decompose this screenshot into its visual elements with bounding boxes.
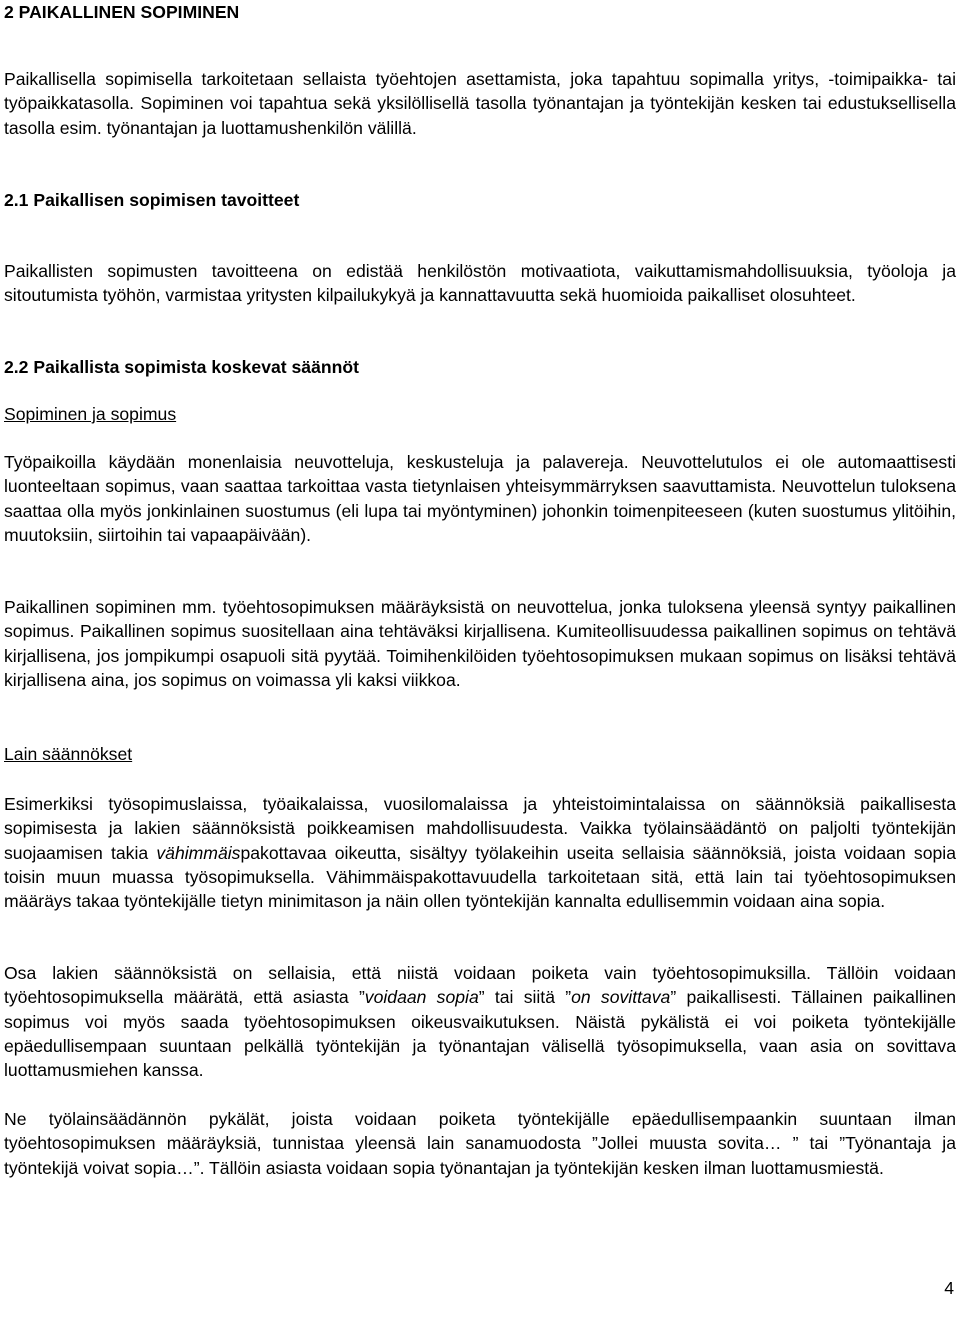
goals-paragraph: Paikallisten sopimusten tavoitteena on edistää henkilöstön motivaatiota, vaikuttamismahdollisuuksia, työoloja ja sitoutumista työhön, varmistaa yritysten kilpailukykyä ja kannattavuutta sekä huomioida paikalliset olosuhteet. bbox=[4, 261, 956, 306]
ca-quote-1: ” bbox=[358, 987, 365, 1008]
local-agreement-paragraph: Paikallinen sopiminen mm. työehtosopimuksen määräyksistä on neuvottelua, jonka tuloksena yleensä syntyy paikallinen sopimus. Paikallinen sopimus suositellaan aina tehtäväksi kirjallisena. Kumiteollisuudessa paikallinen sopimus on tehtävä kirjallisena, jos jompikumpi osapuoli sitä pyytää. Toimihenkilöiden työehtosopimuksen mukaan sopimus on lisäksi tehtävä kirjallisena aina, jos sopimus on voimassa yli kaksi viikkoa. bbox=[4, 597, 956, 690]
negotiation-paragraph: Työpaikoilla käydään monenlaisia neuvotteluja, keskusteluja ja palavereja. Neuvottelutulos ei ole automaattisesti luonteeltaan sopimus, vaan saattaa tarkoittaa vasta tietynlaisen yhteisymmärryksen saavuttamista. Neuvottelun tuloksena saattaa olla myös jonkinlainen suostumus (eli lupa tai myöntyminen) johonkin toimenpiteeseen (kuten suostumus ylitöihin, muutoksiin, siirtoihin tai vapaapäivään). bbox=[4, 452, 956, 545]
collective-agreement-paragraph bbox=[4, 961, 956, 1082]
section-heading-2-1: 2.1 Paikallisen sopimisen tavoitteet bbox=[4, 190, 300, 210]
ca-emphasis-1: voidaan sopia bbox=[364, 987, 479, 1008]
ca-text-a: Osa lakien säännöksistä on sellaisia, että niistä voidaan poiketa vain työehtosopimuksilla. Tällöin voidaan työehtosopimuksella määrätä, että asiasta bbox=[4, 963, 956, 1008]
section-heading-2-2: 2.2 Paikallista sopimista koskevat säännöt bbox=[4, 357, 359, 377]
law-paragraph bbox=[4, 792, 956, 913]
ca-text-c: ” paikallisesti. Tällainen paikallinen sopimus voi myös saada työehtosopimuksen oikeusvaikutuksen. Näistä pykälistä ei voi poiketa työntekijälle epäedullisempaan suuntaan pelkällä työntekijän ja työnantajan välisellä työsopimuksella, vaan asia on sovittava luottamusmiehen kanssa. bbox=[4, 987, 957, 1081]
intro-paragraph: Paikallisella sopimisella tarkoitetaan sellaista työehtojen asettamista, joka tapahtuu sopimalla yritys, -toimipaikka- tai työpaikkatasolla. Sopiminen voi tapahtua sekä yksilöllisellä tasolla työnantajan ja työntekijän kesken tai edustuksellisella tasolla esim. työnantajan ja luottamushenkilön välillä. bbox=[4, 69, 956, 138]
subheading-law: Lain säännökset bbox=[4, 744, 133, 764]
law-text-emphasis: vähimmäis bbox=[156, 842, 241, 863]
chapter-heading: 2 PAIKALLINEN SOPIMINEN bbox=[4, 2, 240, 22]
subheading-agreement: Sopiminen ja sopimus bbox=[4, 404, 177, 424]
law-text-pre: Esimerkiksi työsopimuslaissa, työaikalaissa, vuosilomalaissa ja yhteistoimintalaissa on säännöksiä paikallisesta sopimisesta ja lakien säännöksistä poikkeamisen mahdollisuudesta. Vaikka työlainsäädäntö on paljolti työntekijän suojaamisen takia bbox=[4, 794, 956, 863]
page-number: 4 bbox=[944, 1278, 954, 1298]
ca-emphasis-2: on sovittava bbox=[571, 987, 671, 1008]
ca-text-b: ” tai siitä bbox=[478, 987, 566, 1008]
law-text-post: pakottavaa oikeutta, sisältyy työlakeihin useita sellaisia säännöksiä, joista voidaan sopia toisin muun muassa työsopimuksella. Vähimmäispakottavuudella tarkoitetaan sitä, että lain tai työehtosopimuksen määräys takaa työntekijälle tietyn minimitason ja näin ollen työntekijän kannalta edullisemmin voidaan aina sopia. bbox=[4, 842, 956, 912]
ca-quote-2: ” bbox=[565, 987, 572, 1008]
deviation-paragraph: Ne työlainsäädännön pykälät, joista voidaan poiketa työntekijälle epäedullisempaankin suuntaan ilman työehtosopimuksen määräyksiä, tunnistaa yleensä lain sanamuodosta ”Jollei muusta sovita… ” tai ”Työnantaja ja työntekijä voivat sopia…”. Tällöin asiasta voidaan sopia työnantajan ja työntekijän kesken ilman luottamusmiestä. bbox=[4, 1109, 956, 1178]
